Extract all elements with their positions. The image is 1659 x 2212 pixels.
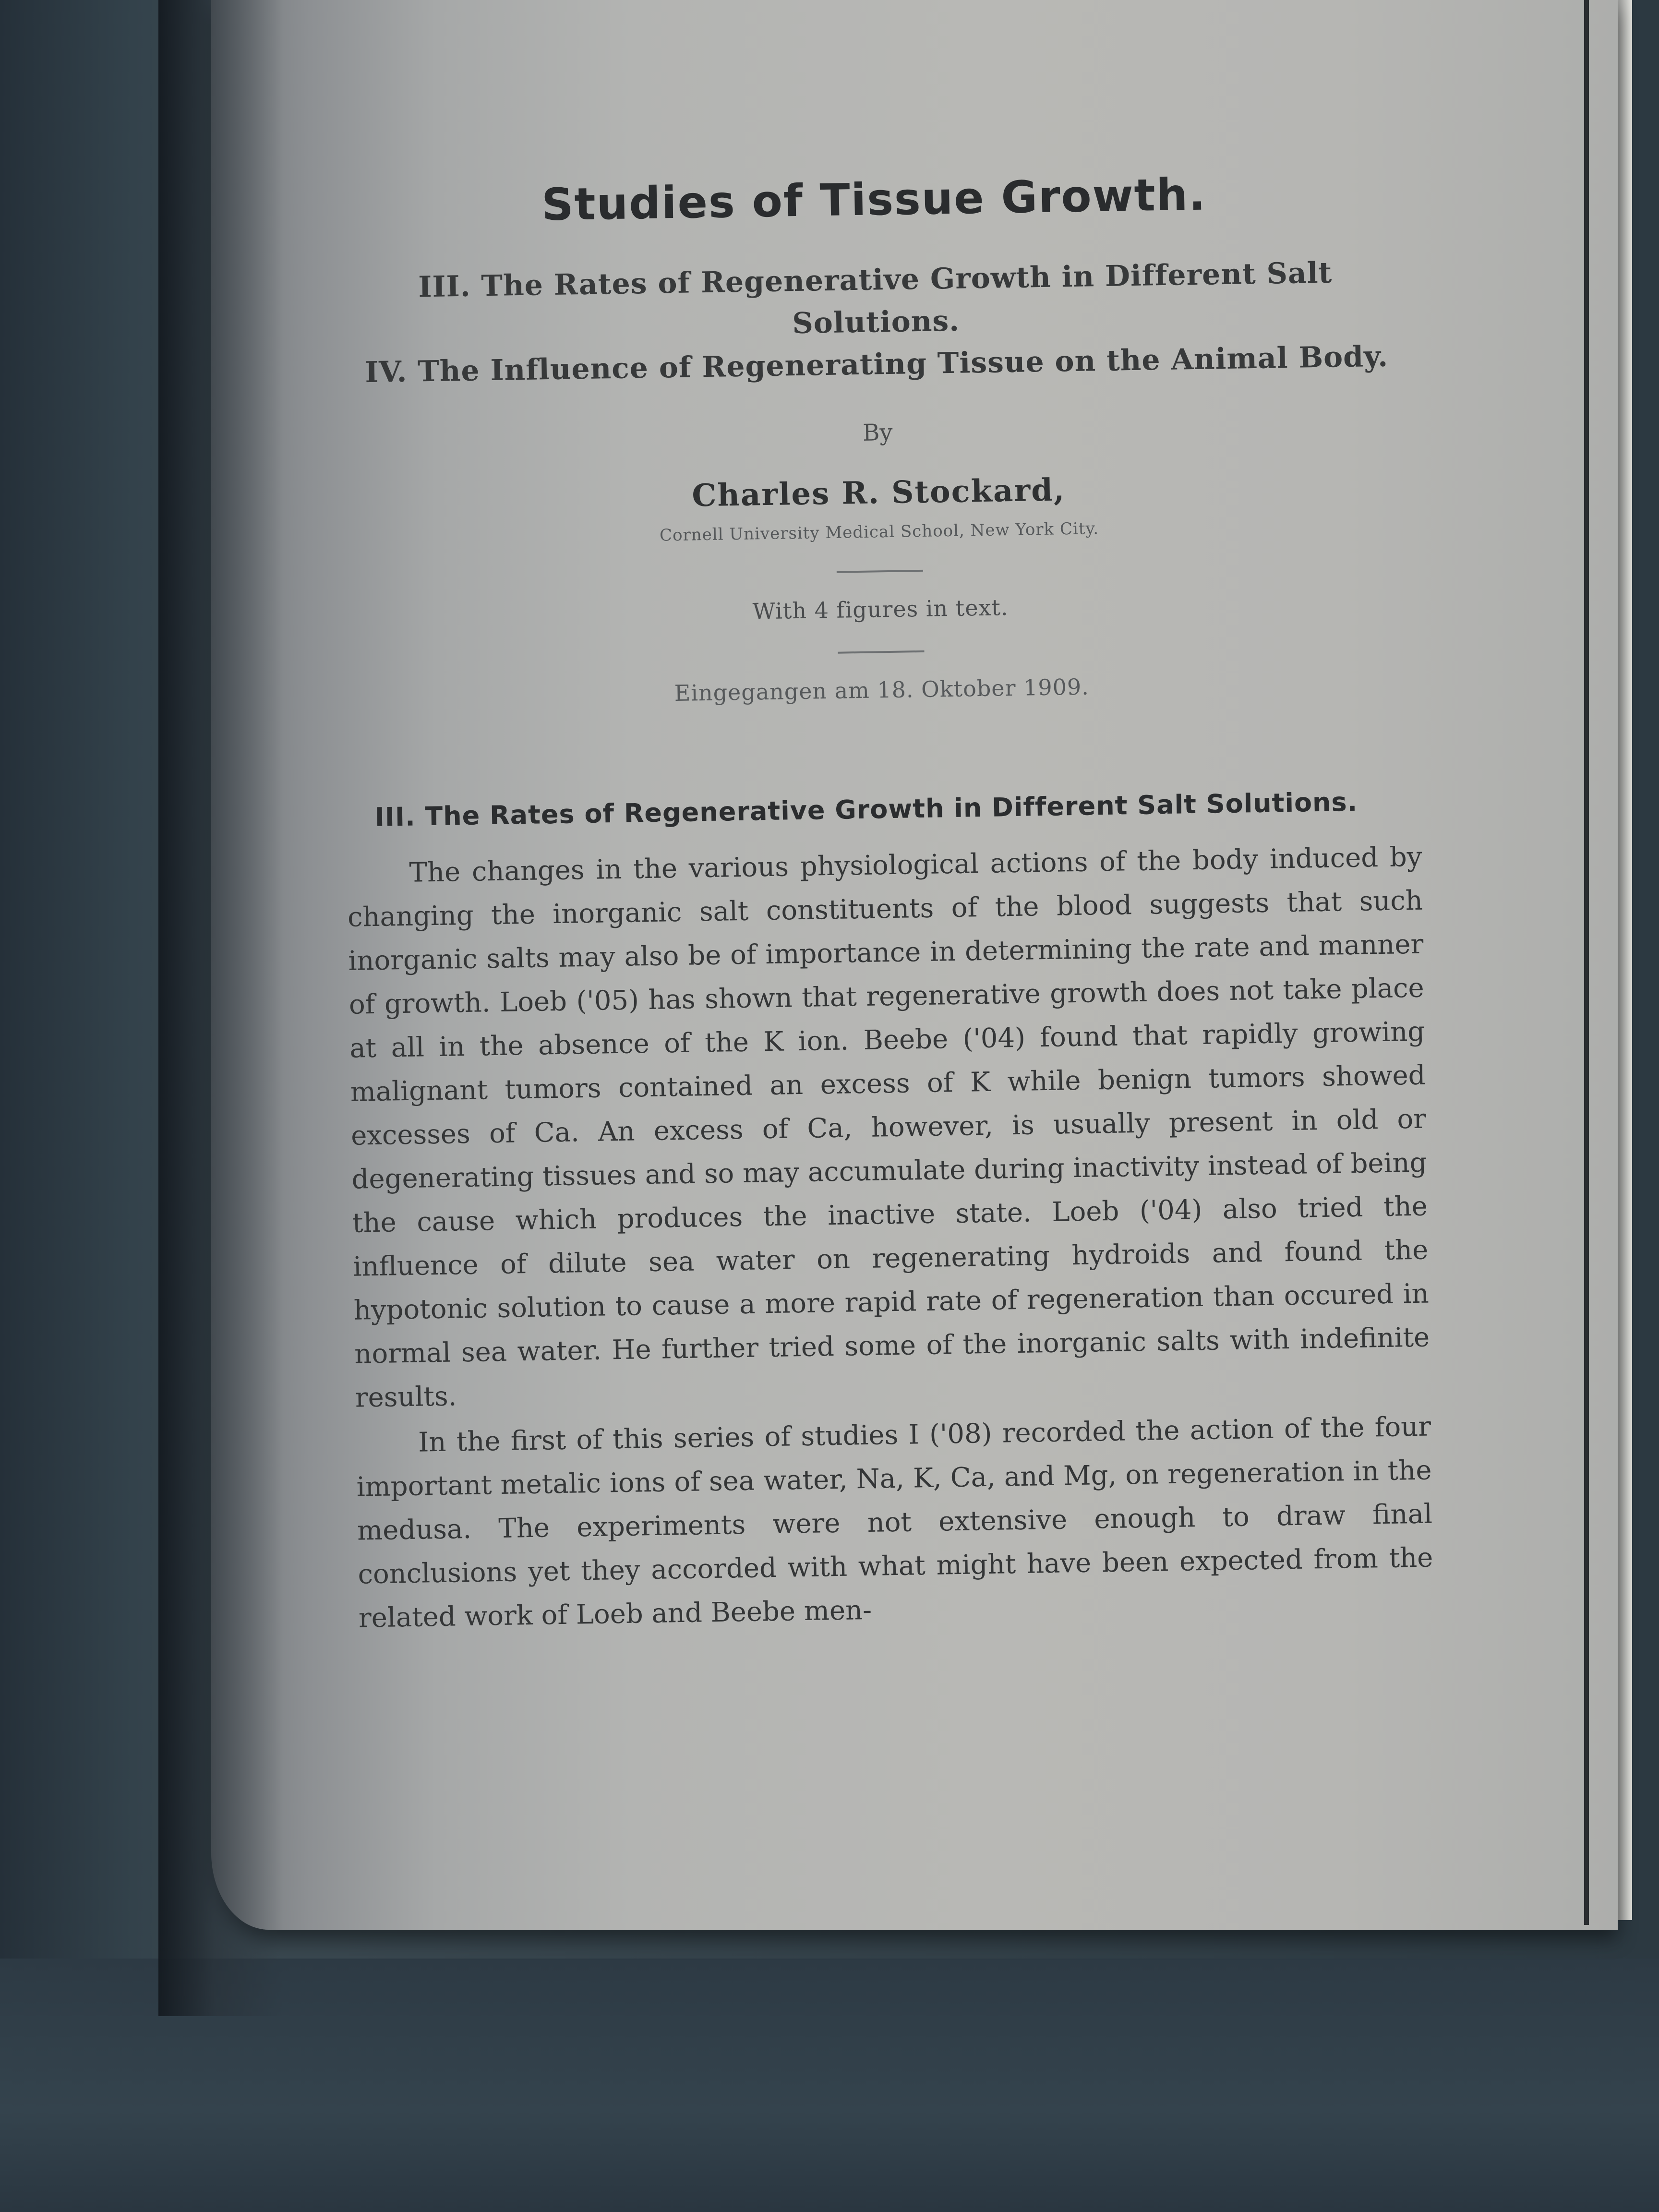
divider-rule: [837, 570, 923, 573]
figures-note: With 4 figures in text.: [752, 594, 1009, 625]
body-paragraph-2: In the first of this series of studies I ('08) recorded the action of the four important metalic ions of sea water, Na, K, Ca, and Mg, on regeneration in the medusa. The experiments were not extensive enough to draw final conclusions yet they accorded with what might have been expected from the related work of Loeb and Beebe men-: [356, 1411, 1433, 1634]
divider-rule-2: [838, 650, 924, 654]
body-paragraph-1: The changes in the various physiological actions of the body induced by changing the inorganic salt constituents of the blood suggests that such inorganic salts may also be of importance in determining the rate and manner of growth. Loeb ('05) has shown that regenerative growth does not take place at all in the absence of the K ion. Beebe ('04) found that rapidly growing malignant tumors contained an excess of K while benign tumors showed excesses of Ca. An excess of Ca, however, is usually present in old or degenerating tissues and so may accumulate during inactivity instead of being the cause which produces the inactive state. Loeb ('04) also tried the influence of dilute sea water on regenerating hydroids and found the hypotonic solution to cause a more rapid rate of regeneration than occured in normal sea water. He further tried some of the inorganic salts with indefinite results.: [347, 841, 1430, 1414]
author-affiliation: Cornell University Medical School, New York City.: [659, 519, 1099, 545]
received-date: Eingegangen am 18. Oktober 1909.: [674, 673, 1090, 707]
subtitle-line-2: IV. The Influence of Regenerating Tissue on the Animal Body.: [364, 339, 1389, 390]
page-edge-line: [1584, 0, 1589, 1925]
section-heading: III. The Rates of Regenerative Growth in Different Salt Solutions.: [374, 786, 1358, 832]
subtitle-line-1: III. The Rates of Regenerative Growth in Different Salt Solutions.: [418, 256, 1333, 341]
author-name: Charles R. Stockard,: [691, 472, 1066, 514]
page-content: [336, 166, 1434, 1640]
byline-by: By: [862, 419, 893, 446]
article-title: Studies of Tissue Growth.: [541, 168, 1207, 231]
gutter-shadow: [158, 0, 283, 2016]
